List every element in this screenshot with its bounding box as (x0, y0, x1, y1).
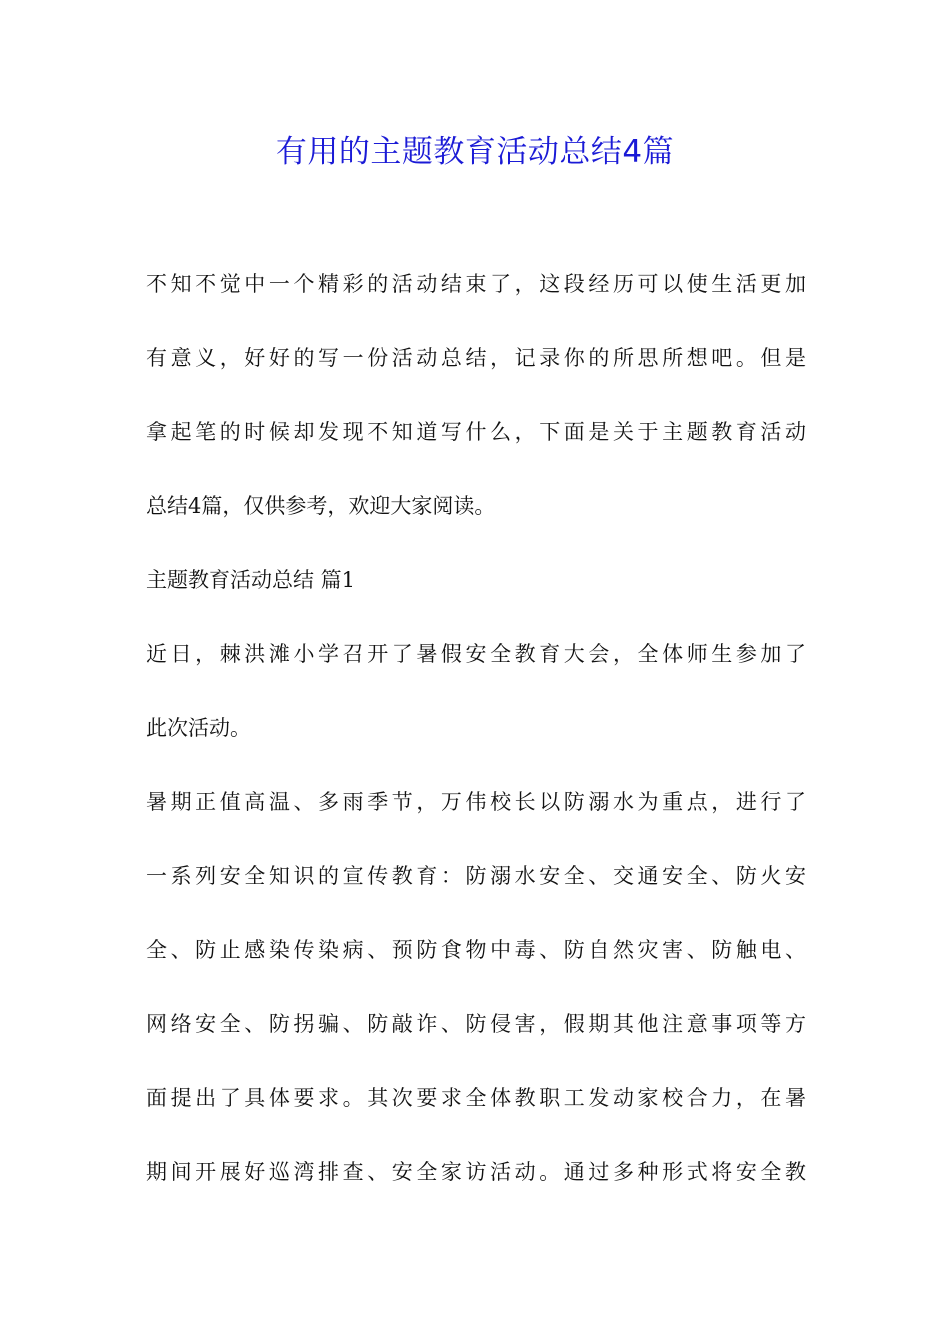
paragraph-line: 此次活动。 (146, 716, 251, 740)
paragraph-line: 面提出了具体要求。其次要求全体教职工发动家校合力，在暑 (146, 1086, 806, 1110)
section-heading: 主题教育活动总结 篇1 (146, 568, 356, 592)
paragraph-line: 有意义，好好的写一份活动总结，记录你的所思所想吧。但是 (146, 346, 806, 370)
paragraph-line: 全、防止感染传染病、预防食物中毒、防自然灾害、防触电、 (146, 938, 806, 962)
document-body (146, 262, 806, 1224)
paragraph-line: 网络安全、防拐骗、防敲诈、防侵害，假期其他注意事项等方 (146, 1012, 806, 1036)
paragraph-line: 一系列安全知识的宣传教育：防溺水安全、交通安全、防火安 (146, 864, 806, 888)
document-title: 有用的主题教育活动总结4篇 (275, 134, 675, 170)
paragraph-line: 不知不觉中一个精彩的活动结束了，这段经历可以使生活更加 (146, 272, 806, 296)
paragraph-line: 近日，棘洪滩小学召开了暑假安全教育大会，全体师生参加了 (146, 642, 806, 666)
paragraph-line: 拿起笔的时候却发现不知道写什么，下面是关于主题教育活动 (146, 420, 806, 444)
paragraph-line: 总结4篇，仅供参考，欢迎大家阅读。 (146, 494, 496, 518)
paragraph-line: 期间开展好巡湾排查、安全家访活动。通过多种形式将安全教 (146, 1160, 806, 1184)
paragraph-line: 暑期正值高温、多雨季节，万伟校长以防溺水为重点，进行了 (146, 790, 806, 814)
